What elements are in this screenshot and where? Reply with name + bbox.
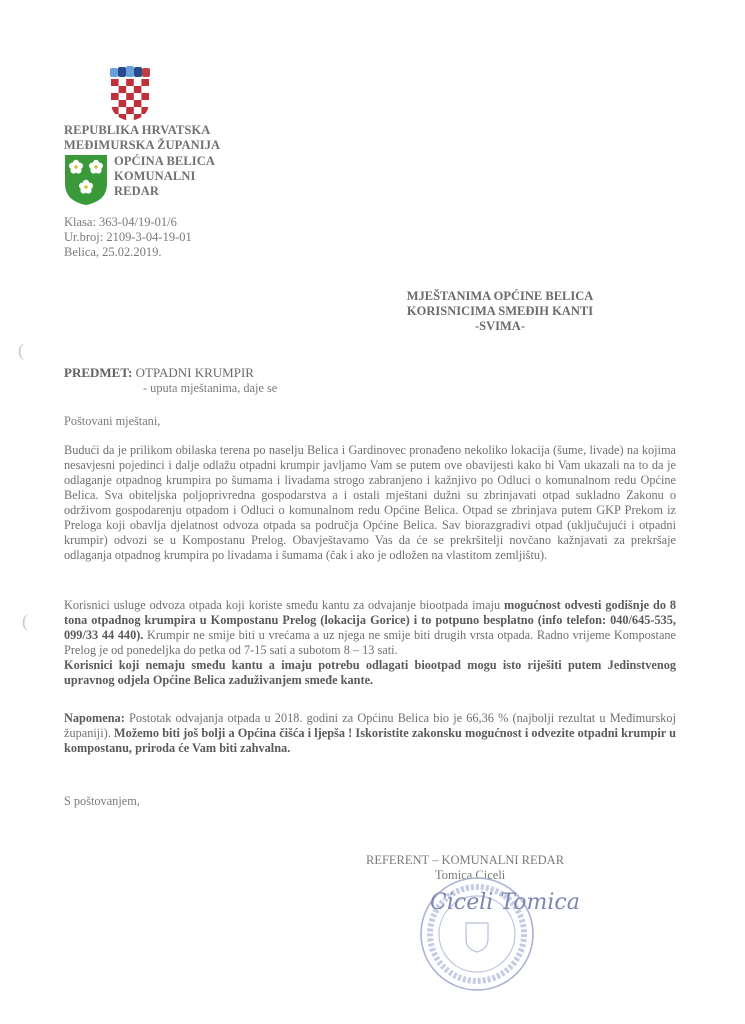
subject-label: PREDMET: [64,365,133,380]
binder-hole-mark: ( [22,611,28,631]
klasa: Klasa: 363-04/19-01/6 [64,215,177,229]
letterhead-country: REPUBLIKA HRVATSKA [64,123,211,137]
croatian-coat-of-arms-icon [107,66,153,122]
handwritten-signature: Ciceli Tomica [430,890,580,915]
paragraph-note [64,711,676,756]
place-date: Belica, 25.02.2019. [64,245,162,259]
belica-coat-of-arms-icon [64,154,108,206]
p2-intro: Korisnici usluge odvoza otpada koji koriste smeđu kantu za odvajanje biootpada imaju [64,598,504,612]
recipient-line1: MJEŠTANIMA OPĆINE BELICA [406,289,594,303]
subject-line [64,365,254,381]
letterhead-dept-line2: REDAR [114,184,159,198]
subject-title: OTPADNI KRUMPIR [135,365,254,380]
greeting: Poštovani mještani, [64,414,161,428]
recipient-line2: KORISNICIMA SMEĐIH KANTI [406,304,594,318]
subject-subtitle: - uputa mještanima, daje se [143,381,278,395]
p2-bold-offer: mogućnost odvesti godišnje do 8 tona otpadnog krumpira u Kompostanu Prelog (lokacija Gorice) i to potpuno besplatno (info telefon: 040/645-535, 099/33 44 440). [64,598,676,642]
paragraph-main: Budući da je prilikom obilaska terena po naselju Belica i Gardinovec pronađeno nekoliko lokacija (šume, livade) na kojima nesavjesni pojedinci i dalje odlažu otpadni krumpir javljamo Vam se putem ove obavijesti kako bi Vam ukazali na to da je odlaganje otpadnog krumpira po šumama i livadama strogo zabranjeno i kažnjivo po Odluci o komunalnom redu Općine Belica. Sva obiteljska poljoprivredna gospodarstva a i ostali mještani dužni su zbrinjavati otpad sukladno Zakonu o održivom gospodarenju otpadom i Odluci o komunalnom redu Općine Belica. Otpad se zbrinjava putem GKP Prekom iz Preloga koji obavlja djelatnost odvoza otpada sa područja Općine Belica. Sav biorazgradivi otpad (uključujući i otpadni krumpir) odvozi se u Kompostanu Prelog. Obavještavamo Vas da će se prekršitelji novčano kažnjavati za prekršaje odlaganja otpadnog krumpira po livadama i šumama (čak i ako je odložen na vlastitom zemljištu). [64,443,676,562]
recipient-block [370,289,630,334]
letterhead-county: MEĐIMURSKA ŽUPANIJA [64,138,221,152]
signature-name: Tomica Ciceli [435,868,506,882]
binder-hole-mark: ( [18,340,24,360]
letterhead-dept-line1: KOMUNALNI [114,169,196,183]
p2-bold-no-bin: Korisnici koji nemaju smeđu kantu a imaju potrebu odlagati biootpad mogu isto riješiti putem Jedinstvenog upravnog odjela Općine Belica zaduživanjem smeđe kante. [64,658,676,687]
recipient-line3: -SVIMA- [475,319,525,333]
signature-title: REFERENT – KOMUNALNI REDAR [366,853,565,867]
letterhead-municipality: OPĆINA BELICA [114,154,215,168]
urbroj: Ur.broj: 2109-3-04-19-01 [64,230,192,244]
note-label: Napomena: [64,711,125,725]
paragraph-compost [64,598,676,688]
note-bold: Možemo biti još bolji a Općina čišća i ljepša ! Iskoristite zakonsku mogućnost i odvezite otpadni krumpir u kompostanu, priroda će Vam biti zahvalna. [64,726,677,755]
closing: S poštovanjem, [64,794,140,808]
p2-rules: Krumpir ne smije biti u vrećama a uz njega ne smije biti drugih vrsta otpada. Radno vrijeme Kompostane Prelog je od ponedeljka do petka od 7-15 sati a subotom 8 – 13 sati. [64,628,677,657]
note-text: Postotak odvajanja otpada u 2018. godini za Općinu Belica bio je 66,36 % (najbolji rezultat u Međimurskoj županiji). [64,711,676,740]
